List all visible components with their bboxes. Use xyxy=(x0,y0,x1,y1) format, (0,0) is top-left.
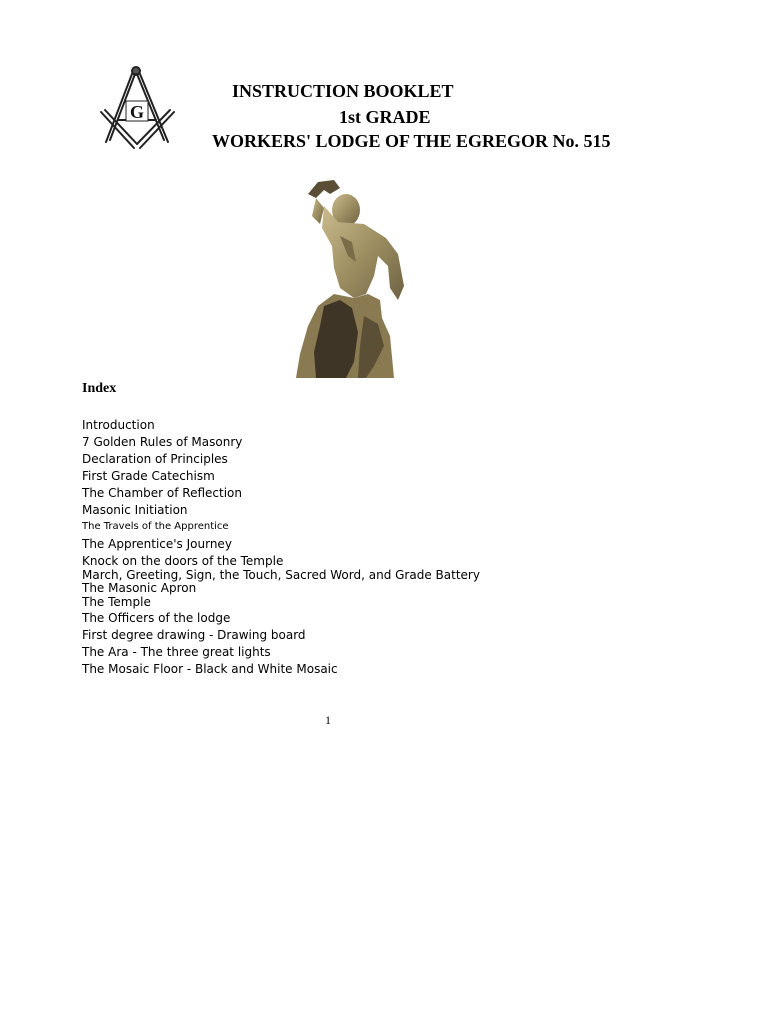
lodge-name: WORKERS' LODGE OF THE EGREGOR No. 515 xyxy=(212,131,611,151)
index-item: Knock on the doors of the Temple xyxy=(82,554,284,568)
index-item: First Grade Catechism xyxy=(82,469,215,483)
index-item: The Masonic Apron xyxy=(82,581,197,595)
logo-letter: G xyxy=(129,102,145,122)
index-item: The Chamber of Reflection xyxy=(82,486,242,500)
index-item: The Travels of the Apprentice xyxy=(82,521,229,532)
index-item: First degree drawing - Drawing board xyxy=(82,628,306,642)
index-item: The Officers of the lodge xyxy=(82,611,231,625)
index-item: Declaration of Principles xyxy=(82,452,228,466)
index-heading: Index xyxy=(82,381,117,396)
index-item: The Ara - The three great lights xyxy=(82,645,271,659)
grade-subtitle: 1st GRADE xyxy=(339,107,431,127)
index-item: March, Greeting, Sign, the Touch, Sacred Word, and Grade Battery xyxy=(82,568,480,582)
index-item: The Apprentice's Journey xyxy=(82,537,232,551)
index-item: The Temple xyxy=(82,595,151,609)
document-title: INSTRUCTION BOOKLET xyxy=(232,81,454,101)
square-and-compasses-logo xyxy=(96,62,182,154)
index-item: 7 Golden Rules of Masonry xyxy=(82,435,243,449)
index-item: Masonic Initiation xyxy=(82,503,188,517)
index-item: Introduction xyxy=(82,418,155,432)
index-item: The Mosaic Floor - Black and White Mosaic xyxy=(82,662,338,676)
page-number: 1 xyxy=(325,713,331,727)
sculptor-statue-image xyxy=(294,176,416,378)
